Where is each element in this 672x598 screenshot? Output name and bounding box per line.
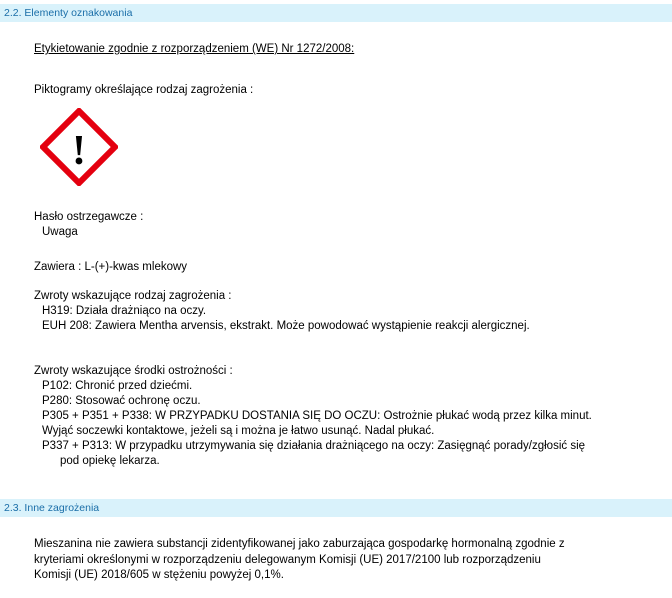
ghs07-pictogram-svg (40, 108, 118, 186)
other-hazards-line-3: Komisji (UE) 2018/605 w stężeniu powyżej 0,1%. (34, 569, 284, 581)
other-hazards-line-2: kryteriami określonymi w rozporządzeniu delegowanym Komisji (UE) 2017/2100 lub rozporządzeniu (34, 553, 541, 566)
contains-line: Zawiera : L-(+)-kwas mlekowy (34, 261, 188, 273)
precautionary-statement-p305-p351-p338: P305 + P351 + P338: W PRZYPADKU DOSTANIA SIĘ DO OCZU: Ostrożnie płukać wodą przez kilka minut. (42, 410, 592, 422)
section-header-2-2: 2.2. Elementy oznakowania (0, 4, 672, 22)
hazard-statements-label: Zwroty wskazujące rodzaj zagrożenia : (34, 290, 232, 302)
section-2-3-content (0, 517, 672, 584)
signal-word-value: Uwaga (42, 226, 78, 238)
precautionary-statement-p280: P280: Stosować ochronę oczu. (42, 395, 201, 407)
section-2-2-content (0, 22, 672, 469)
hazard-statement-euh208: EUH 208: Zawiera Mentha arvensis, ekstrakt. Może powodować wystąpienie reakcji alergicznej. (42, 320, 530, 332)
precautionary-statement-p337-cont: pod opiekę lekarza. (60, 455, 160, 467)
other-hazards-line-1: Mieszanina nie zawiera substancji zidentyfikowanej jako zaburzająca gospodarkę hormonalną zgodnie z (34, 538, 565, 550)
svg-text:!: ! (72, 128, 86, 174)
section-header-2-3: 2.3. Inne zagrożenia (0, 499, 672, 517)
ghs07-exclamation-mark-pictogram (40, 108, 668, 186)
precautionary-statement-p102: P102: Chronić przed dziećmi. (42, 380, 193, 392)
precautionary-statements-label: Zwroty wskazujące środki ostrożności : (34, 365, 233, 377)
precautionary-statement-p305-cont: Wyjąć soczewki kontaktowe, jeżeli są i można je łatwo usunąć. Nadal płukać. (42, 425, 435, 437)
signal-word-label: Hasło ostrzegawcze : (34, 211, 144, 223)
labelling-regulation-heading: Etykietowanie zgodnie z rozporządzeniem (WE) Nr 1272/2008: (34, 43, 355, 55)
pictogram-intro-label: Piktogramy określające rodzaj zagrożenia : (34, 84, 254, 96)
precautionary-statement-p337-p313: P337 + P313: W przypadku utrzymywania się działania drażniącego na oczy: Zasięgnąć porady/zgłosić się (42, 440, 586, 452)
hazard-statement-h319: H319: Działa drażniąco na oczy. (42, 305, 207, 317)
